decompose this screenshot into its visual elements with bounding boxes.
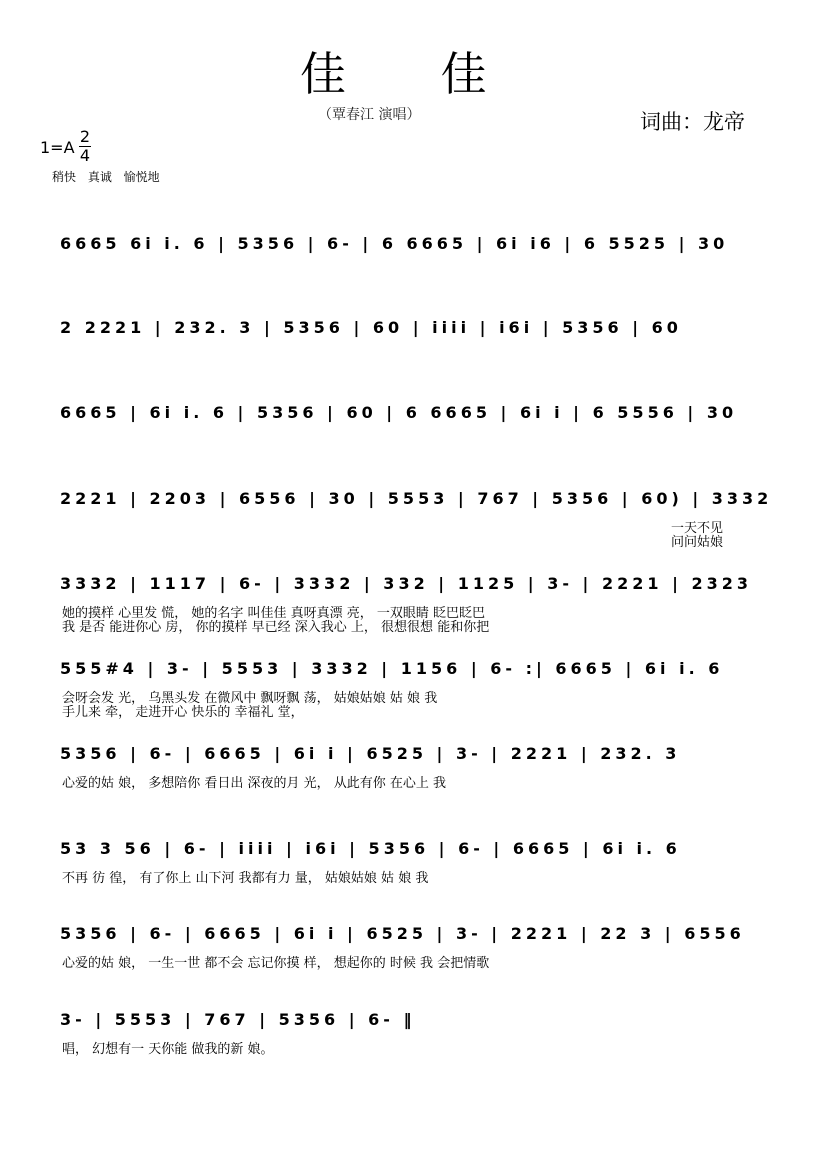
staff-row — [0, 839, 827, 919]
lyric-line: 不再 彷 徨， 有了你上 山下河 我都有力 量， 姑娘姑娘 姑 娘 我 — [62, 871, 429, 886]
song-title: 佳 佳 — [300, 47, 527, 101]
meter-bottom: 4 — [79, 146, 91, 165]
staff-row — [0, 489, 827, 569]
staff-row — [0, 574, 827, 654]
notation-line: 5356 | 6- | 6665 | 6i i | 6525 | 3- | 2221 | 22 3 | 6556 — [60, 924, 745, 943]
notation-line: 2221 | 2203 | 6556 | 30 | 5553 | 767 | 5356 | 60) | 3332 — [60, 489, 773, 508]
notation-line: 3332 | 1117 | 6- | 3332 | 332 | 1125 | 3- | 2221 | 2323 — [60, 574, 753, 593]
notation-line: 555#4 | 3- | 5553 | 3332 | 1156 | 6- :| 6665 | 6i i. 6 — [60, 659, 724, 678]
staff-row — [0, 744, 827, 824]
time-signature — [78, 128, 92, 165]
lyric-line: 一天不见 — [670, 521, 723, 536]
notation-line: 2 2221 | 232. 3 | 5356 | 60 | iiii | i6i | 5356 | 60 — [60, 318, 682, 337]
notation-line: 6665 | 6i i. 6 | 5356 | 60 | 6 6665 | 6i i | 6 5556 | 30 — [60, 403, 738, 422]
staff-row — [0, 924, 827, 1004]
lyric-line: 手儿来 牵， 走进开心 快乐的 幸福礼 堂， — [62, 705, 304, 720]
notation-line: 6665 6i i. 6 | 5356 | 6- | 6 6665 | 6i i6 | 6 5525 | 30 — [60, 234, 729, 253]
staff-row — [0, 659, 827, 739]
lyric-line: 她的摸样 心里发 慌， 她的名字 叫佳佳 真呀真漂 亮， 一双眼睛 眨巴眨巴 — [62, 606, 486, 621]
singer-credit: （覃春江 演唱） — [318, 107, 421, 123]
staff-row — [0, 1010, 827, 1090]
notation-line: 53 3 56 | 6- | iiii | i6i | 5356 | 6- | 6665 | 6i i. 6 — [60, 839, 681, 858]
key-signature: 1=A — [40, 138, 75, 157]
lyric-line: 会呀会发 光， 乌黑头发 在微风中 飘呀飘 荡， 姑娘姑娘 姑 娘 我 — [62, 691, 438, 706]
composer-credit: 词曲：龙帝 — [640, 110, 745, 134]
lyric-line: 唱， 幻想有一 天你能 做我的新 娘。 — [62, 1042, 274, 1057]
lyric-line: 问问姑娘 — [670, 535, 723, 550]
staff-row — [0, 318, 827, 398]
staff-row — [0, 234, 827, 314]
lyric-line: 我 是否 能进你心 房， 你的摸样 早已经 深入我心 上， 很想很想 能和你把 — [62, 620, 490, 635]
tempo-marking: 稍快 真诚 愉悦地 — [52, 170, 160, 184]
notation-line: 3- | 5553 | 767 | 5356 | 6- ‖ — [60, 1010, 416, 1029]
meter-top: 2 — [79, 127, 91, 146]
lyric-line: 心爱的姑 娘， 多想陪你 看日出 深夜的月 光， 从此有你 在心上 我 — [62, 776, 447, 791]
lyric-line: 心爱的姑 娘， 一生一世 都不会 忘记你摸 样， 想起你的 时候 我 会把情歌 — [62, 956, 490, 971]
staff-row — [0, 403, 827, 483]
notation-line: 5356 | 6- | 6665 | 6i i | 6525 | 3- | 2221 | 232. 3 — [60, 744, 681, 763]
